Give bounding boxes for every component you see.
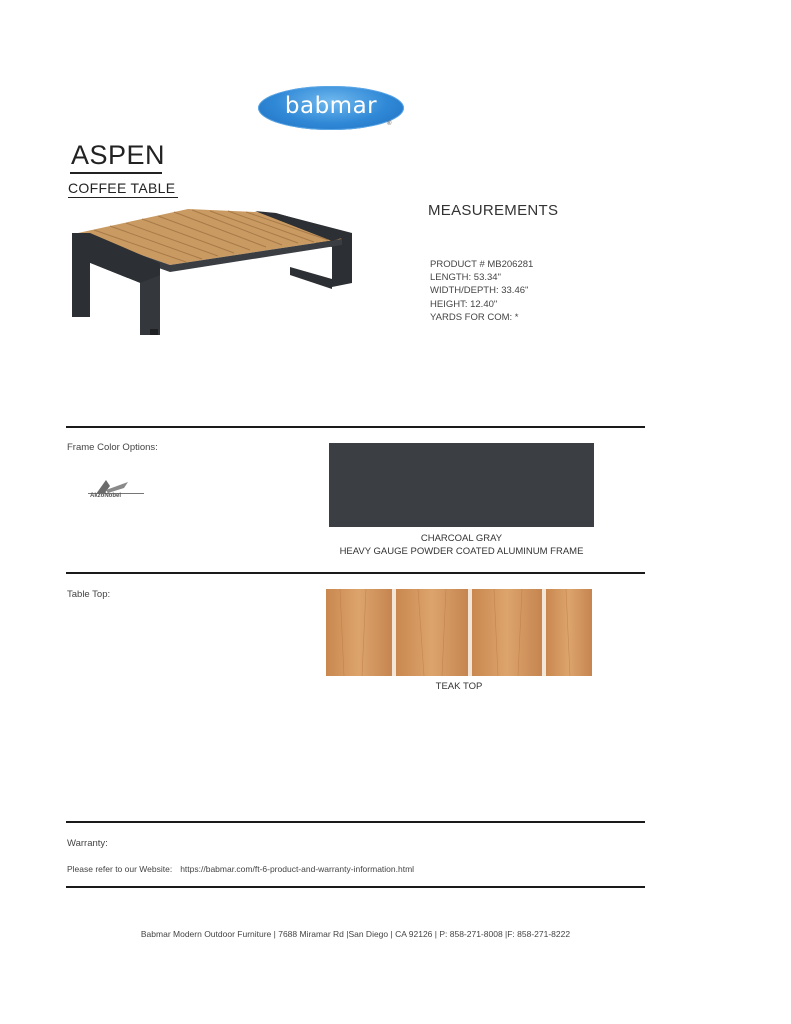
warranty-url-link[interactable]: https://babmar.com/ft-6-product-and-warranty-information.html (180, 864, 415, 874)
warranty-label: Warranty: (67, 838, 108, 849)
warranty-text: Please refer to our Website: (67, 864, 173, 874)
section-divider (66, 426, 645, 428)
table-top-caption: TEAK TOP (435, 681, 483, 692)
teak-top-swatch (326, 589, 592, 676)
coffee-table-image (70, 205, 360, 340)
logo-registered-mark: ® (387, 121, 392, 127)
spec-height: HEIGHT: 12.40" (430, 298, 498, 310)
section-divider (66, 886, 645, 888)
table-top-label: Table Top: (67, 589, 111, 600)
frame-color-label: Frame Color Options: (67, 442, 158, 453)
frame-color-caption: CHARCOAL GRAY (420, 533, 503, 544)
spec-width-depth: WIDTH/DEPTH: 33.46" (430, 285, 529, 297)
logo-text: babmar (284, 93, 378, 119)
spec-product-number: PRODUCT # MB206281 (430, 259, 534, 270)
charcoal-gray-swatch (329, 443, 594, 527)
subtitle-underline (68, 197, 178, 198)
section-divider (66, 572, 645, 574)
title-underline (70, 172, 162, 174)
section-divider (66, 821, 645, 823)
product-type: COFFEE TABLE (68, 180, 176, 196)
footer-contact: Babmar Modern Outdoor Furniture | 7688 Miramar Rd |San Diego | CA 92126 | P: 858-271-8008 |F: 858-271-8222 (140, 929, 571, 939)
product-name: ASPEN (71, 140, 166, 170)
warranty-text-line (67, 864, 414, 874)
akzonobel-logo-text: AkzoNobel (90, 493, 122, 499)
measurements-heading: MEASUREMENTS (428, 202, 559, 219)
measurements-list (430, 258, 533, 324)
frame-material-caption: HEAVY GAUGE POWDER COATED ALUMINUM FRAME (339, 546, 584, 557)
spec-length: LENGTH: 53.34" (430, 272, 501, 284)
spec-yards-for-com: YARDS FOR COM: * (430, 311, 519, 323)
